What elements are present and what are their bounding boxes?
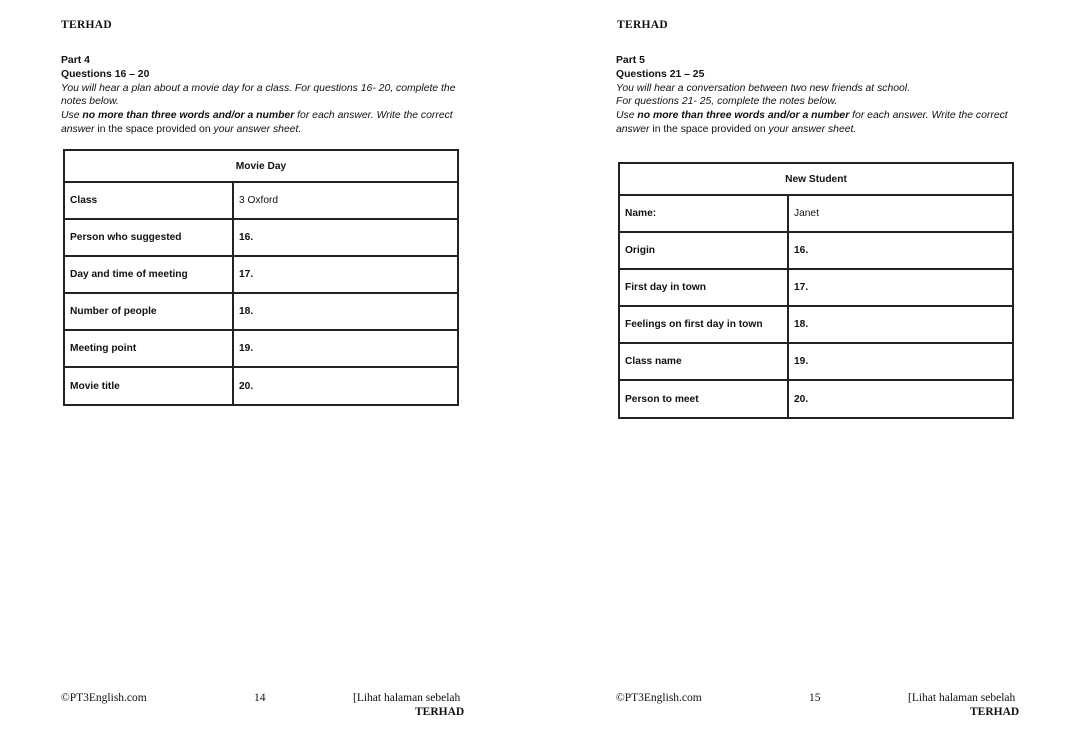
table-row [619,195,1013,232]
footer-next-page: [Lihat halaman sebelah [353,692,461,704]
answer-slot-20: 20. [233,367,458,405]
intro-line-2: notes below. [61,96,119,108]
use-line [616,109,1008,123]
page-number: 15 [809,692,821,704]
table-row [64,367,458,405]
answer-slot-17: 17. [788,269,1013,306]
questions-label: Questions 21 – 25 [616,68,705,80]
use-post: for each answer. Write the correct [849,110,1008,122]
instructions [61,54,456,137]
row-label: Name: [619,195,788,232]
use-pre: Use [616,110,638,122]
footer-terhad: TERHAD [415,706,465,718]
answer-slot-19: 19. [233,330,458,367]
intro-line-1: You will hear a conversation between two new friends at school. [616,82,910,94]
answer-pre: answer [616,123,650,135]
page-15 [540,0,1080,756]
answer-post: your answer sheet. [768,123,857,135]
table-row [619,232,1013,269]
table-title: New Student [619,163,1013,195]
intro-line-1: You will hear a plan about a movie day for a class. For questions 16- 20, complete the [61,82,456,94]
footer-next-page: [Lihat halaman sebelah [908,692,1016,704]
footer-copyright: ©PT3English.com [61,692,147,704]
answer-mid: in the space provided on [649,123,769,135]
use-post: for each answer. Write the correct [294,110,453,122]
answer-line [61,123,456,137]
table-row [619,269,1013,306]
table-row [64,182,458,219]
row-label: Class name [619,343,788,380]
footer-copyright: ©PT3English.com [616,692,702,704]
row-value: Janet [788,195,1013,232]
answer-slot-16: 16. [788,232,1013,269]
instructions [616,54,1008,137]
intro-line-2: For questions 21- 25, complete the notes below. [616,96,838,108]
header-terhad: TERHAD [61,19,113,31]
answer-post: your answer sheet. [213,123,302,135]
row-label: Number of people [64,293,233,330]
row-label: Person to meet [619,380,788,418]
questions-label: Questions 16 – 20 [61,68,150,80]
row-label: Class [64,182,233,219]
answer-pre: answer [61,123,95,135]
movie-day-table [63,149,459,406]
table-title: Movie Day [64,150,458,182]
page-number: 14 [254,692,266,704]
row-label: Person who suggested [64,219,233,256]
table-row [619,306,1013,343]
row-label: Movie title [64,367,233,405]
row-label: Origin [619,232,788,269]
row-label: First day in town [619,269,788,306]
answer-line [616,123,1008,137]
row-label: Feelings on first day in town [619,306,788,343]
row-value: 3 Oxford [233,182,458,219]
use-pre: Use [61,110,83,122]
new-student-table [618,162,1014,419]
use-bold: no more than three words and/or a number [637,110,850,122]
table-row [619,380,1013,418]
table-row [64,330,458,367]
table-row [64,256,458,293]
answer-slot-19: 19. [788,343,1013,380]
part-label: Part 4 [61,55,90,66]
table-row [64,293,458,330]
use-line [61,109,456,123]
table-row [64,219,458,256]
answer-slot-18: 18. [233,293,458,330]
use-bold: no more than three words and/or a number [82,110,295,122]
row-label: Day and time of meeting [64,256,233,293]
answer-slot-18: 18. [788,306,1013,343]
part-label: Part 5 [616,55,645,66]
answer-slot-17: 17. [233,256,458,293]
answer-slot-16: 16. [233,219,458,256]
answer-mid: in the space provided on [94,123,214,135]
table-row [619,343,1013,380]
footer-terhad: TERHAD [970,706,1020,718]
row-label: Meeting point [64,330,233,367]
header-terhad: TERHAD [617,19,669,31]
answer-slot-20: 20. [788,380,1013,418]
